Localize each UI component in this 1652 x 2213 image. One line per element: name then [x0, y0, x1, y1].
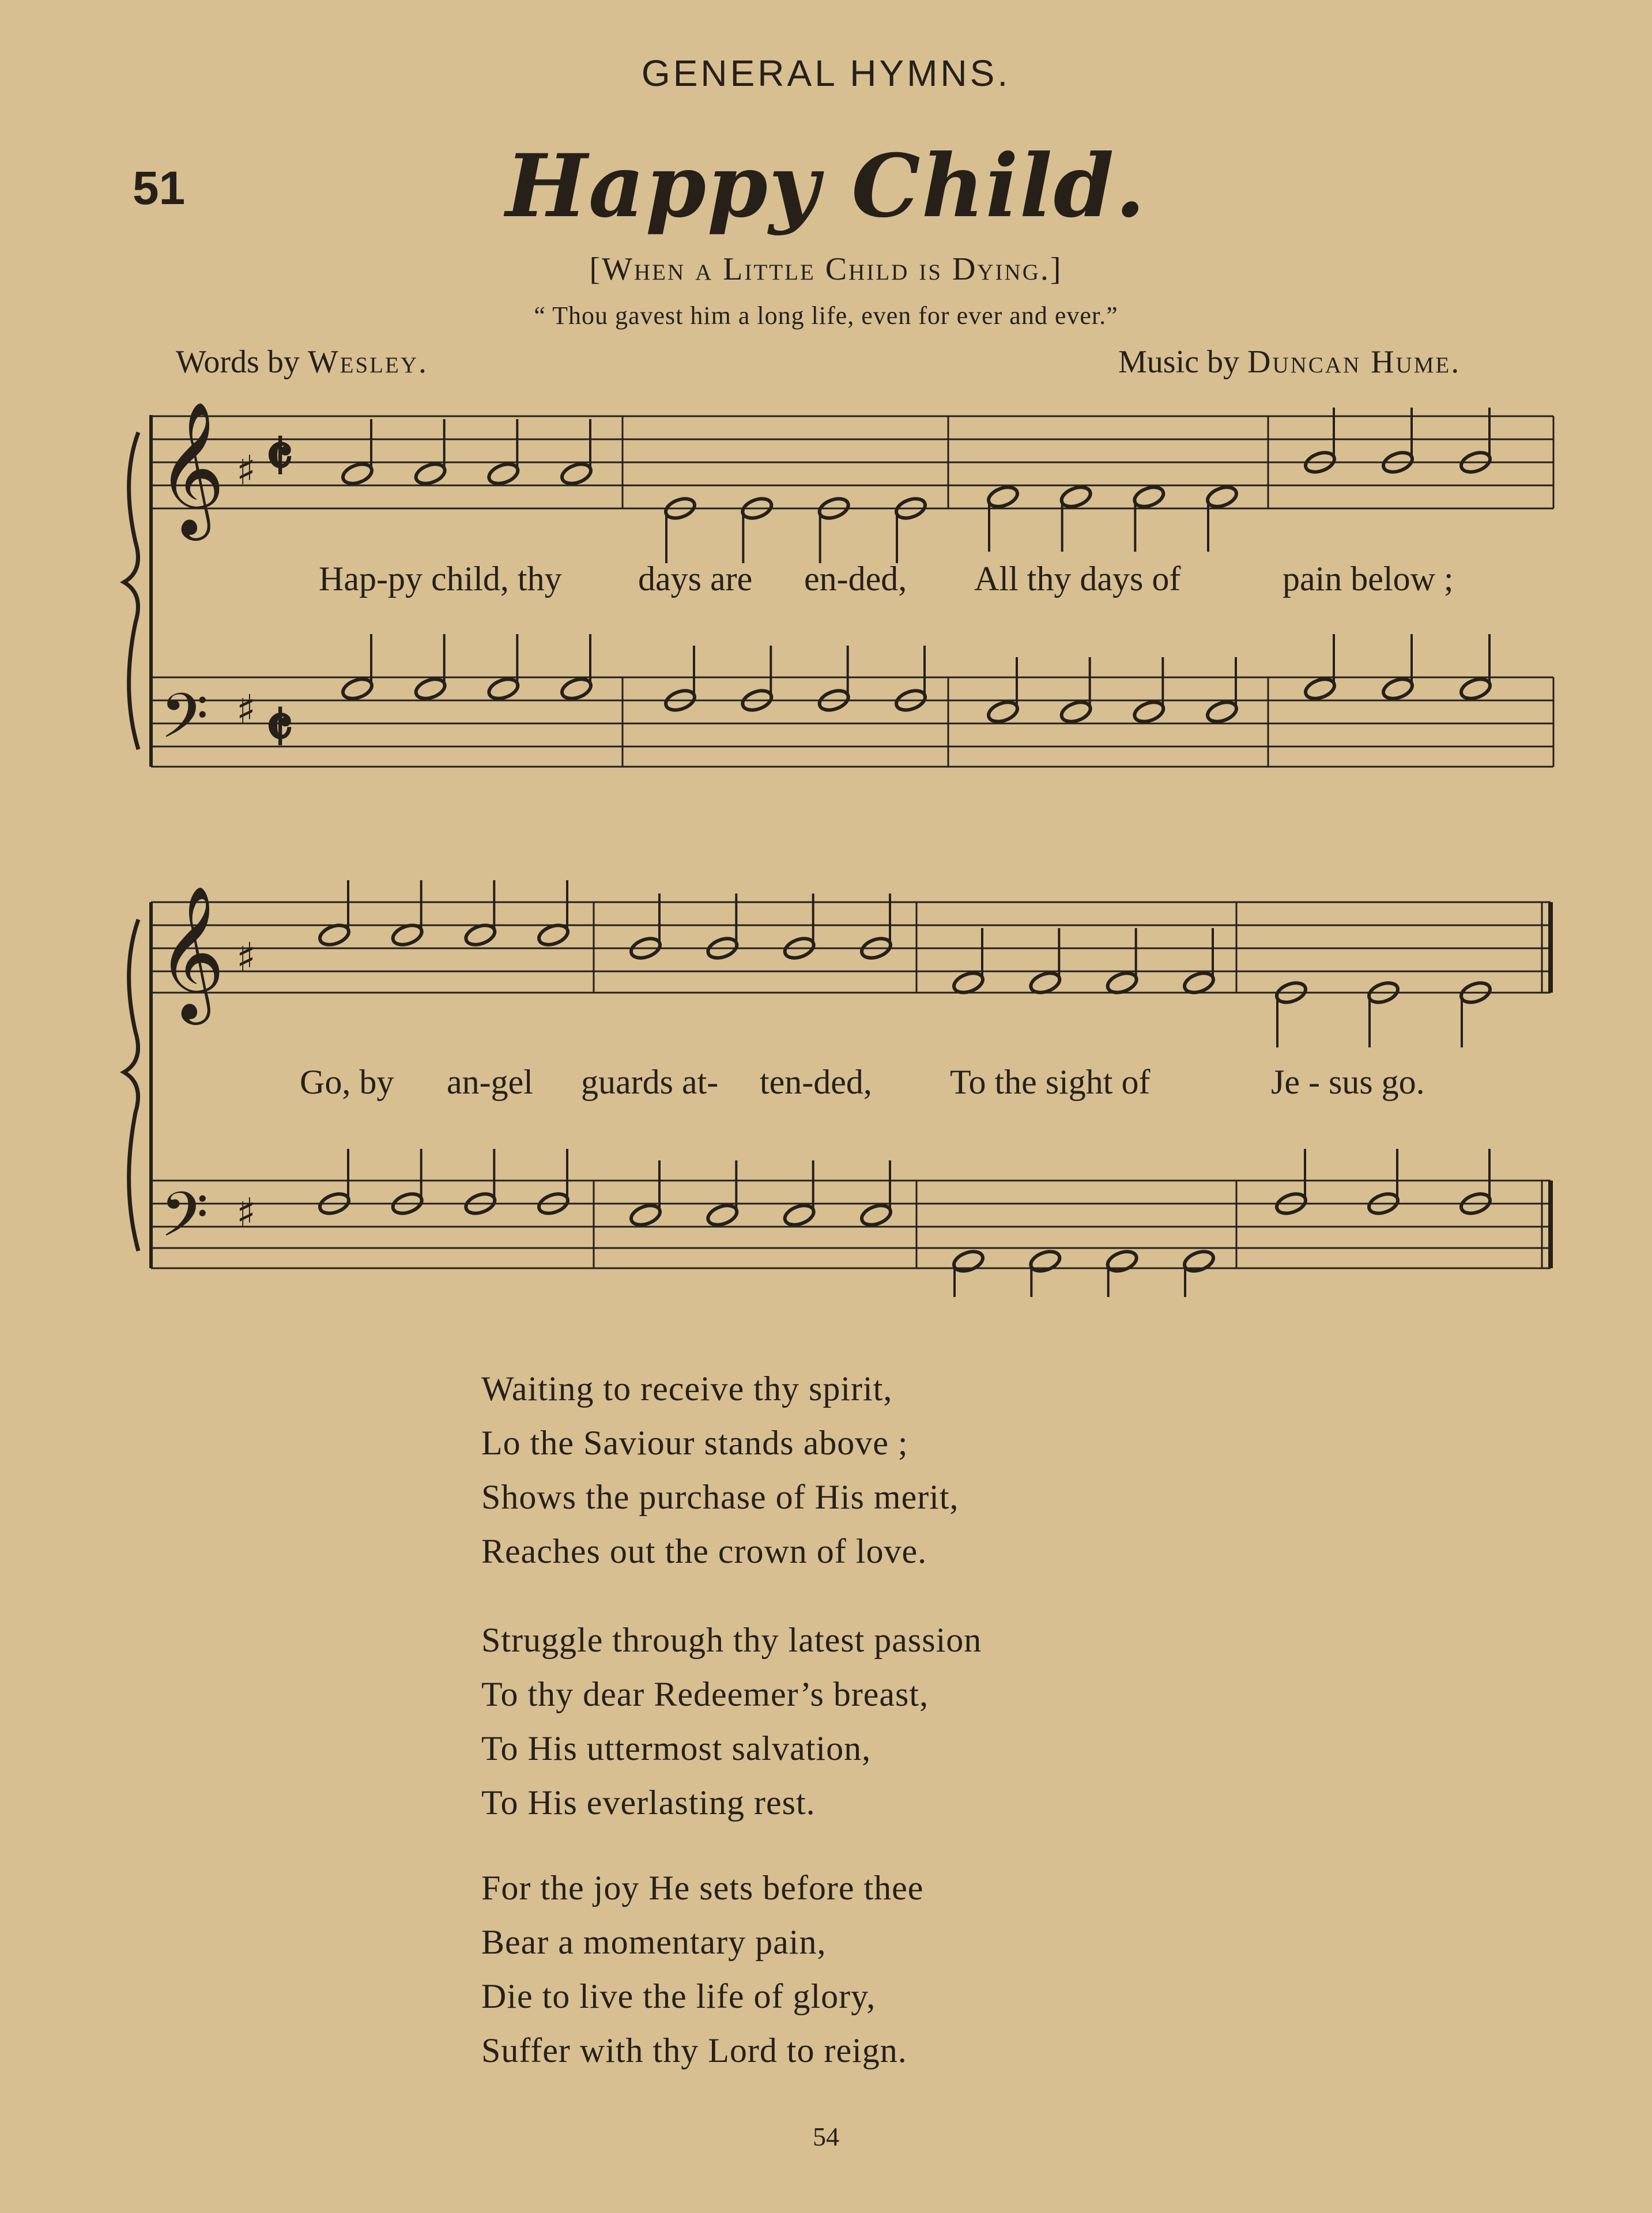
hymn-subtitle: [When a Little Child is Dying.]: [589, 251, 1063, 287]
page-number: 54: [813, 2122, 839, 2151]
epigraph: “ Thou gavest him a long life, even for ever and ever.”: [534, 301, 1118, 330]
verse-line: To His uttermost salvation,: [481, 1729, 872, 1767]
lyric-s1-5: pain below ;: [1283, 560, 1454, 598]
common-time-icon: 𝄵: [265, 419, 294, 493]
note-head: [340, 676, 374, 702]
note-head: [486, 461, 521, 487]
note-head: [1059, 484, 1093, 510]
words-credit-prefix: Words by: [176, 344, 300, 380]
note-head: [1028, 1248, 1062, 1275]
noteheads: [317, 408, 1492, 1297]
lyric-s2-5: To the sight of: [950, 1063, 1151, 1101]
verse-line: Struggle through thy latest passion: [481, 1621, 982, 1659]
treble-clef-icon: 𝄞: [157, 885, 225, 1019]
verse-line: To His everlasting rest.: [481, 1784, 816, 1822]
lyric-s2-3: guards at-: [581, 1063, 719, 1101]
note-head: [628, 1202, 662, 1228]
note-head: [706, 1202, 740, 1228]
lyric-s2-6: Je - sus go.: [1271, 1063, 1425, 1101]
treble-clef-icon: 𝄞: [157, 401, 225, 535]
note-head: [486, 676, 521, 702]
note-head: [1132, 699, 1166, 725]
lyric-s2-2: an-gel: [447, 1063, 533, 1101]
note-head: [340, 461, 374, 487]
bass-clef-icon: 𝄢: [160, 1178, 209, 1266]
verse-line: Reaches out the crown of love.: [481, 1532, 927, 1570]
verse-line: Shows the purchase of His merit,: [481, 1478, 959, 1516]
lyric-s2-1: Go, by: [300, 1063, 394, 1101]
note-head: [1132, 484, 1166, 510]
note-head: [782, 1202, 816, 1228]
lyric-s1-1: Hap-py child, thy: [319, 560, 562, 598]
verse-2: [481, 1362, 959, 1578]
note-head: [859, 1202, 893, 1228]
hymn-number: 51: [133, 162, 186, 214]
verse-line: For the joy He sets before thee: [481, 1869, 924, 1907]
note-head: [1059, 699, 1093, 725]
lyric-s1-3: en-ded,: [804, 560, 907, 598]
note-head: [986, 484, 1020, 510]
verse-4: [481, 1861, 923, 2078]
words-author: Wesley.: [307, 344, 428, 380]
hymn-title: Happy Child.: [506, 135, 1146, 237]
sharp-icon: ♯: [236, 447, 256, 494]
lyric-s2-4: ten-ded,: [760, 1063, 872, 1101]
note-head: [413, 676, 447, 702]
lyric-s1-2: days are: [638, 560, 753, 598]
system-2-bass-staff: [151, 1181, 1551, 1268]
system-1-treble-staff: [151, 416, 1553, 508]
sharp-icon: ♯: [236, 934, 256, 981]
system-1-bass-staff: [151, 677, 1553, 767]
verse-3: [481, 1613, 982, 1830]
sharp-icon: ♯: [236, 1189, 256, 1236]
verse-line: Waiting to receive thy spirit,: [481, 1370, 893, 1408]
music-credit-prefix: Music by: [1118, 344, 1239, 380]
sharp-icon: ♯: [236, 686, 256, 733]
note-head: [1105, 1248, 1139, 1275]
note-head: [986, 699, 1020, 725]
verse-line: Die to live the life of glory,: [481, 1977, 876, 2015]
system-2-treble-staff: [151, 902, 1551, 993]
section-header: GENERAL HYMNS.: [641, 52, 1011, 94]
verse-line: To thy dear Redeemer’s breast,: [481, 1675, 929, 1713]
note-head: [1205, 484, 1239, 510]
note-head: [1458, 676, 1492, 702]
lyric-s1-4: All thy days of: [974, 560, 1181, 598]
verse-line: Lo the Saviour stands above ;: [481, 1424, 908, 1462]
note-head: [559, 676, 593, 702]
note-head: [1182, 1248, 1216, 1275]
system-2-bracket: [124, 902, 151, 1268]
verse-line: Bear a momentary pain,: [481, 1923, 827, 1961]
common-time-icon: 𝄵: [265, 690, 294, 764]
music-composer: Duncan Hume.: [1247, 344, 1461, 380]
note-head: [413, 461, 447, 487]
note-head: [1303, 676, 1337, 702]
note-head: [951, 1248, 985, 1275]
note-head: [559, 461, 593, 487]
note-head: [1205, 699, 1239, 725]
system-1-bracket: [124, 415, 151, 767]
bass-clef-icon: 𝄢: [160, 680, 209, 767]
verse-line: Suffer with thy Lord to reign.: [481, 2031, 907, 2069]
note-head: [1381, 676, 1415, 702]
